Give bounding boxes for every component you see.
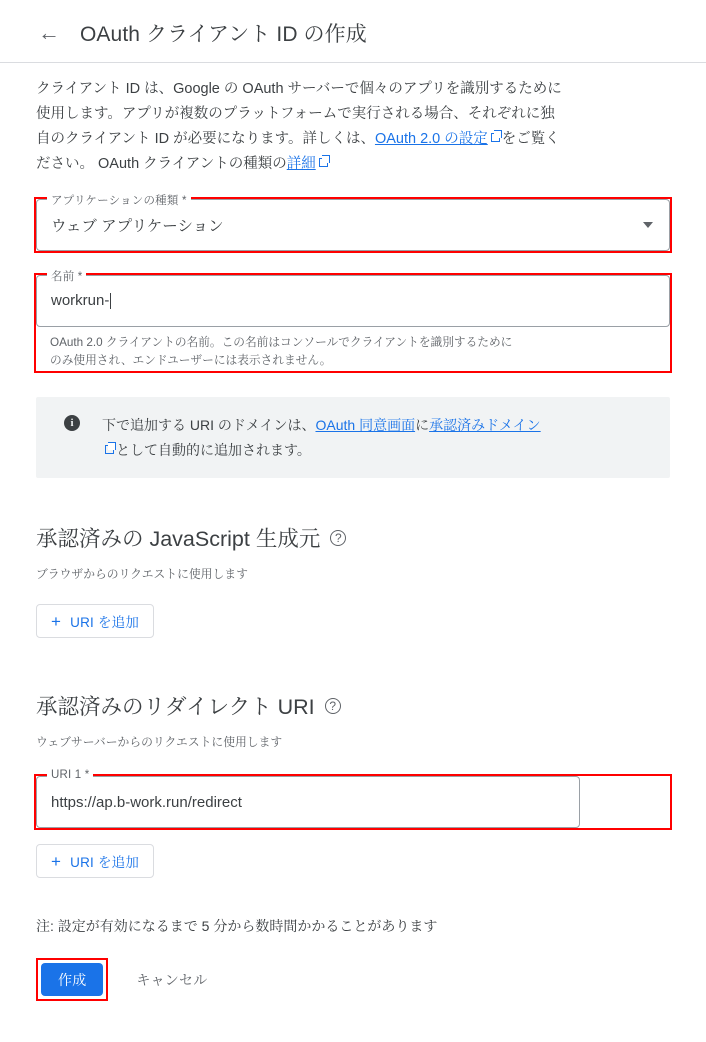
description-line-4: をご覧く [501, 130, 560, 147]
plus-icon: + [51, 611, 62, 631]
banner-text-part-2: に [415, 417, 430, 434]
name-field-highlight [36, 270, 670, 371]
domain-info-text [102, 413, 541, 462]
description-line-5: ださい。 OAuth クライアントの種類の [36, 155, 287, 172]
js-origins-subtitle: ブラウザからのリクエストに使用します [36, 567, 248, 582]
banner-text-part-1: 下で追加する URI のドメインは、 [102, 417, 316, 434]
domain-info-banner [36, 397, 670, 478]
text-caret [110, 293, 111, 309]
description-line-2: 使用します。アプリが複数のプラットフォームで実行される場合、それぞれに独 [36, 105, 555, 122]
js-origins-title-text: 承認済みの JavaScript 生成元 [36, 527, 321, 552]
header-divider [0, 62, 706, 63]
add-redirect-uri-button[interactable] [36, 844, 154, 878]
name-label: 名前 * [47, 268, 86, 284]
add-js-origin-uri-label: URI を追加 [70, 615, 140, 631]
settings-note: 注: 設定が有効になるまで 5 分から数時間かかることがあります [36, 918, 438, 935]
banner-text-part-3: として自動的に追加されます。 [116, 441, 311, 458]
name-helper-text [50, 334, 650, 371]
redirect-uris-title [36, 690, 670, 721]
info-icon: i [64, 415, 80, 431]
redirect-uris-subtitle: ウェブサーバーからのリクエストに使用します [36, 735, 283, 750]
page-title: OAuth クライアント ID の作成 [80, 23, 367, 46]
redirect-uri-1-value: https://ap.b-work.run/redirect [51, 793, 242, 811]
redirect-uri-field-highlight [36, 769, 670, 828]
plus-icon-2: + [51, 851, 62, 871]
application-type-label: アプリケーションの種類 * [47, 192, 191, 208]
oauth-consent-screen-link[interactable]: OAuth 同意画面 [315, 417, 416, 434]
chevron-down-icon[interactable] [643, 222, 653, 228]
application-type-field-highlight [36, 194, 670, 251]
authorized-domains-link[interactable]: 承認済みドメイン [429, 417, 541, 434]
js-origins-title [36, 522, 670, 553]
external-link-icon-2 [319, 158, 328, 167]
redirect-uri-1-input[interactable] [36, 769, 580, 828]
client-type-details-link[interactable]: 詳細 [286, 155, 316, 172]
description-line-3: 自のクライアント ID が必要になります。詳しくは、 [36, 130, 375, 147]
external-link-icon-3 [105, 445, 114, 454]
redirect-uris-title-text: 承認済みのリダイレクト URI [36, 695, 315, 720]
help-icon[interactable]: ? [330, 530, 346, 546]
description-line-1: クライアント ID は、Google の OAuth サーバーで個々のアプリを識別するために [36, 81, 562, 97]
application-type-select[interactable] [36, 194, 670, 251]
page-body [0, 77, 706, 1001]
add-js-origin-uri-button[interactable] [36, 604, 154, 638]
form-actions [36, 958, 670, 1001]
page-header [0, 0, 706, 62]
redirect-uri-1-label: URI 1 * [47, 769, 93, 781]
external-link-icon [491, 133, 500, 142]
name-value: workrun- [51, 292, 110, 310]
name-helper-line-1: OAuth 2.0 クライアントの名前。この名前はコンソールでクライアントを識別するために [50, 335, 513, 349]
application-type-value: ウェブ アプリケーション [51, 217, 224, 235]
cancel-button[interactable]: キャンセル [130, 969, 213, 991]
name-helper-line-2: のみ使用され、エンドユーザーには表示されません。 [50, 354, 332, 368]
arrow-left-icon[interactable]: ← [38, 20, 60, 45]
description-text [36, 77, 670, 177]
oauth-setup-link[interactable]: OAuth 2.0 の設定 [374, 130, 488, 147]
create-button-highlight [36, 958, 108, 1001]
add-redirect-uri-label: URI を追加 [70, 855, 140, 871]
name-input[interactable] [36, 270, 670, 327]
create-button[interactable]: 作成 [41, 963, 103, 996]
help-icon-2[interactable]: ? [325, 698, 341, 714]
